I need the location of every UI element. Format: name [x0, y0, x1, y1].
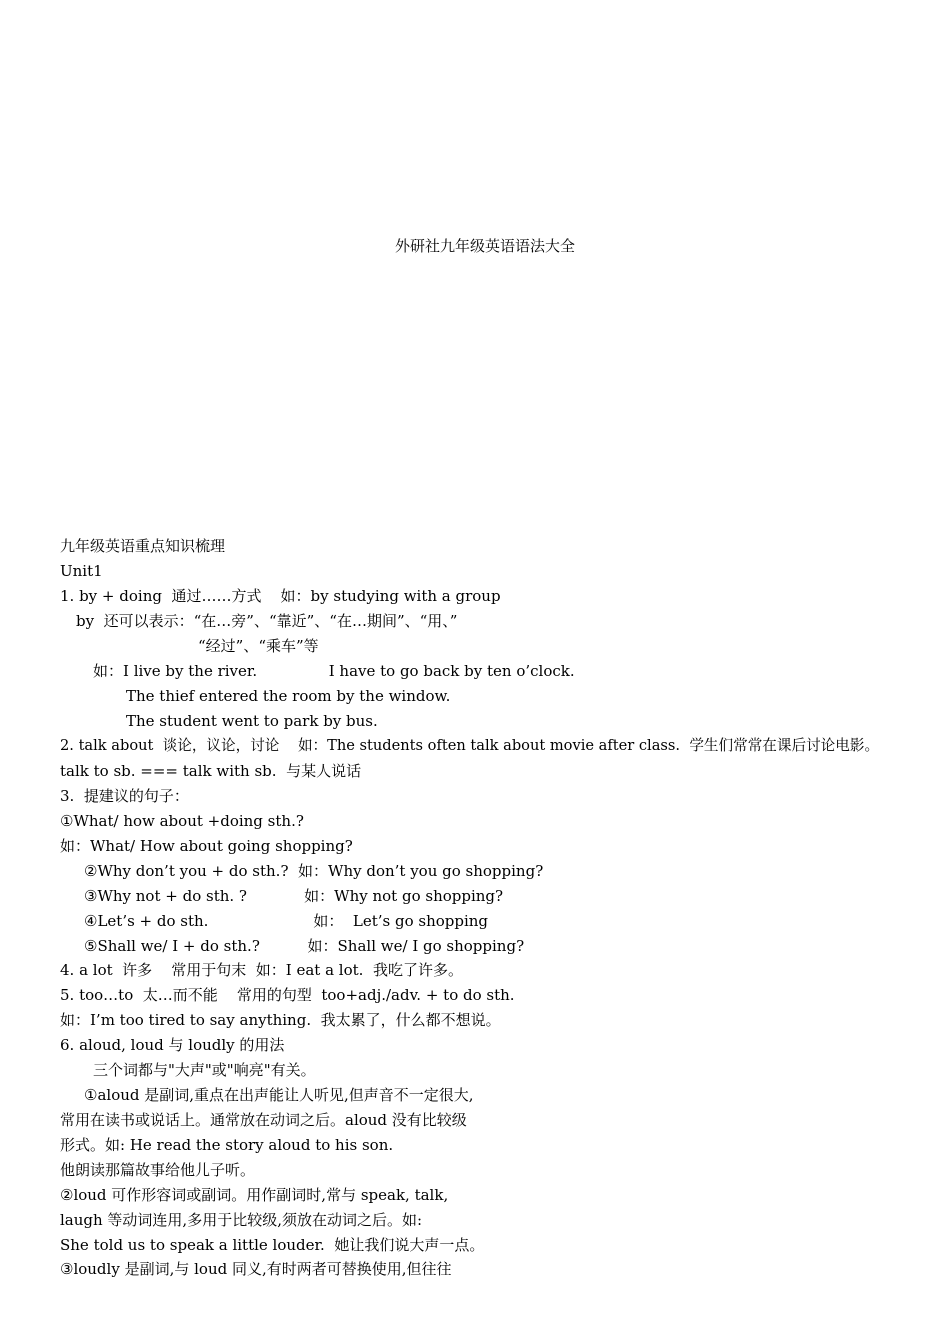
text-line: ②loud 可作形容词或副词。用作副词时,常与 speak, talk,: [60, 1186, 449, 1204]
text-line: ④Let’s + do sth. 如： Let’s go shopping: [84, 912, 489, 930]
text-line: ③loudly 是副词,与 loud 同义,有时两者可替换使用,但往往: [60, 1260, 452, 1278]
text-line: by 还可以表示：“在…旁”、“靠近”、“在…期间”、“用、”: [76, 612, 458, 630]
text-line: 如：What/ How about going shopping?: [60, 837, 353, 855]
document-title: 外研社九年级英语语法大全: [394, 237, 575, 255]
text-line: 1. by + doing 通过……方式 如：by studying with a group: [60, 587, 501, 605]
text-line: 6. aloud, loud 与 loudly 的用法: [60, 1036, 285, 1054]
text-line: 4. a lot 许多 常用于句末 如：I eat a lot. 我吃了许多。: [60, 961, 463, 979]
text-line: ⑤Shall we/ I + do sth.? 如：Shall we/ I go shopping?: [84, 937, 525, 955]
text-line: ①What/ how about +doing sth.?: [60, 812, 304, 830]
text-line: “经过”、“乘车”等: [198, 637, 319, 655]
text-line: 形式。如: He read the story aloud to his son.: [60, 1136, 394, 1154]
text-line: 他朗读那篇故事给他儿子听。: [60, 1161, 256, 1179]
text-line: 常用在读书或说话上。通常放在动词之后。aloud 没有比较级: [60, 1111, 467, 1129]
text-line: 如：I’m too tired to say anything. 我太累了，什么都不想说。: [60, 1011, 501, 1029]
text-line: 如：I live by the river. I have to go back by ten o’clock.: [93, 662, 575, 680]
text-line: The student went to park by bus.: [126, 712, 378, 730]
text-line: 三个词都与"大声"或"响亮"有关。: [93, 1061, 316, 1079]
text-line: She told us to speak a little louder. 她让我们说大声一点。: [60, 1236, 485, 1254]
text-line: 九年级英语重点知识梳理: [60, 537, 226, 555]
text-line: ③Why not + do sth. ? 如：Why not go shopping?: [84, 887, 504, 905]
text-line: ②Why don’t you + do sth.? 如：Why don’t you go shopping?: [84, 862, 544, 880]
text-line: talk to sb. === talk with sb. 与某人说话: [60, 762, 362, 780]
text-line: Unit1: [60, 562, 103, 580]
text-line: 3. 提建议的句子：: [60, 787, 189, 805]
text-line: ①aloud 是副词,重点在出声能让人听见,但声音不一定很大,: [84, 1086, 474, 1104]
text-line: 2. talk about 谈论，议论，讨论 如：The students often talk about movie after class. 学生们常常在课后讨论电影。: [60, 737, 880, 754]
text-line: laugh 等动词连用,多用于比较级,须放在动词之后。如:: [60, 1211, 423, 1229]
text-line: 5. too…to 太…而不能 常用的句型 too+adj./adv. + to do sth.: [60, 986, 515, 1004]
text-line: The thief entered the room by the window.: [126, 687, 451, 705]
